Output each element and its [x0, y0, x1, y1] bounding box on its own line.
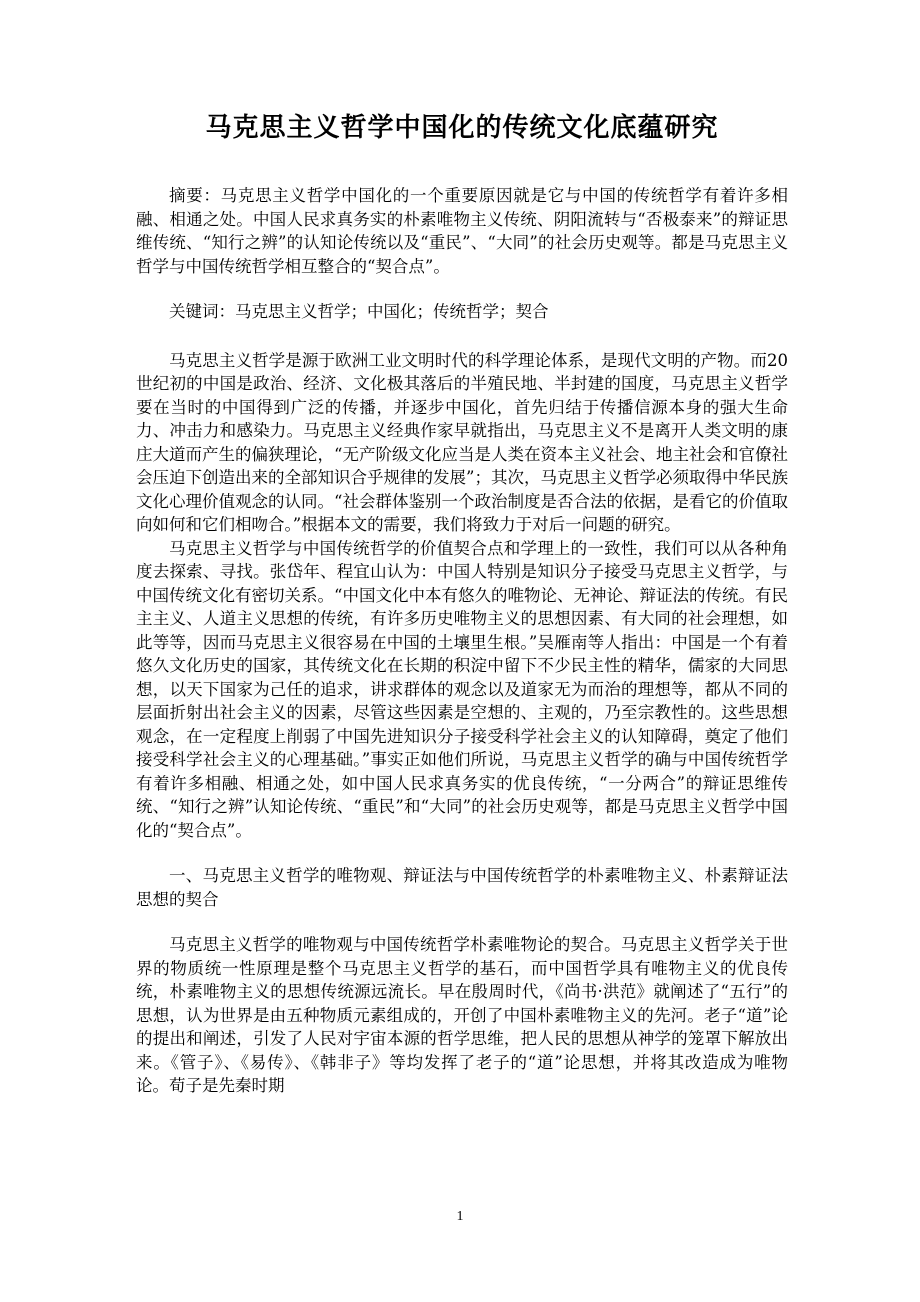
body-paragraph: 马克思主义哲学与中国传统哲学的价值契合点和学理上的一致性，我们可以从各种角度去探索、寻找。张岱年、程宜山认为：中国人特别是知识分子接受马克思主义哲学，与中国传统文化有密切关系。“中国文化中本有悠久的唯物论、无神论、辩证法的传统。有民主主义、人道主义思想的传统，有许多历史唯物主义的思想因素、有大同的社会理想，如此等等，因而马克思主义很容易在中国的土壤里生根。”吴雁南等人指出：中国是一个有着悠久文化历史的国家，其传统文化在长期的积淀中留下不少民主性的精华，儒家的大同思想，以天下国家为己任的追求，讲求群体的观念以及道家无为而治的理想等，都从不同的层面折射出社会主义的因素，尽管这些因素是空想的、主观的，乃至宗教性的。这些思想观念，在一定程度上削弱了中国先进知识分子接受科学社会主义的认知障碍，奠定了他们接受科学社会主义的心理基础。”事实正如他们所说，马克思主义哲学的确与中国传统哲学有着许多相融、相通之处，如中国人民求真务实的优良传统，“一分两合”的辩证思维传统、“知行之辨”认知论传统、“重民”和“大同”的社会历史观等，都是马克思主义哲学中国化的“契合点”。 — [136, 538, 788, 840]
page-number: 1 — [456, 1209, 464, 1224]
document-title: 马克思主义哲学中国化的传统文化底蕴研究 — [205, 113, 719, 143]
section-heading: 一、马克思主义哲学的唯物观、辩证法与中国传统哲学的朴素唯物主义、朴素辩证法思想的契合 — [136, 866, 788, 909]
document-body — [136, 108, 788, 1098]
section-paragraph: 马克思主义哲学的唯物观与中国传统哲学朴素唯物论的契合。马克思主义哲学关于世界的物质统一性原理是整个马克思主义哲学的基石，而中国哲学具有唯物主义的优良传统，朴素唯物主义的思想传统源远流长。早在殷周时代，《尚书·洪范》就阐述了“五行”的思想，认为世界是由五种物质元素组成的，开创了中国朴素唯物主义的先河。老子“道”论的提出和阐述，引发了人民对宇宙本源的哲学思维，把人民的思想从神学的笼罩下解放出来。《管子》、《易传》、《韩非子》等均发挥了老子的“道”论思想，并将其改造成为唯物论。荀子是先秦时期 — [136, 935, 788, 1095]
body-paragraph: 马克思主义哲学是源于欧洲工业文明时代的科学理论体系，是现代文明的产物。而20世纪初的中国是政治、经济、文化极其落后的半殖民地、半封建的国度，马克思主义哲学要在当时的中国得到广泛的传播，并逐步中国化，首先归结于传播信源本身的强大生命力、冲击力和感染力。马克思主义经典作家早就指出，马克思主义不是离开人类文明的康庄大道而产生的偏狭理论，“无产阶级文化应当是人类在资本主义社会、地主社会和官僚社会压迫下创造出来的全部知识合乎规律的发展”；其次，马克思主义哲学必须取得中华民族文化心理价值观念的认同。“社会群体鉴别一个政治制度是否合法的依据，是看它的价值取向如何和它们相吻合。”根据本文的需要，我们将致力于对后一问题的研究。 — [136, 350, 788, 534]
abstract-paragraph: 摘要：马克思主义哲学中国化的一个重要原因就是它与中国的传统哲学有着许多相融、相通之处。中国人民求真务实的朴素唯物主义传统、阴阳流转与“否极泰来”的辩证思维传统、“知行之辨”的认知论传统以及“重民”、“大同”的社会历史观等。都是马克思主义哲学与中国传统哲学相互整合的“契合点”。 — [136, 186, 788, 276]
keywords-line: 关键词：马克思主义哲学；中国化；传统哲学；契合 — [169, 302, 549, 321]
